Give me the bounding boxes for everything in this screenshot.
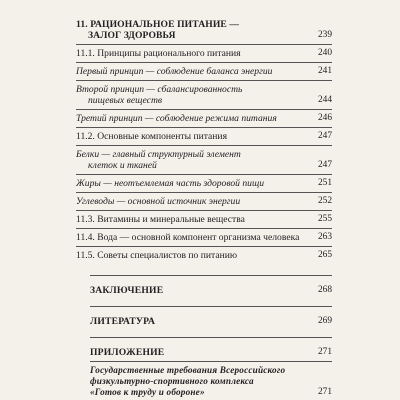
subsection-title-line1: Второй принцип — сбалансированность [76, 84, 243, 95]
section-title: 11.4. Вода — основной компонент организма человека [76, 232, 300, 243]
section-page-number: 240 [317, 48, 332, 58]
toc-section-11-1[interactable] [76, 48, 332, 59]
toc-chapter-11[interactable] [76, 19, 332, 41]
subsection-page-number: 241 [317, 66, 332, 76]
toc-subsection-principle-1[interactable] [76, 66, 332, 77]
subsection-page-number: 251 [317, 178, 332, 188]
section-page-number: 247 [317, 131, 332, 141]
literature-title: ЛИТЕРАТУРА [90, 316, 156, 327]
divider [76, 145, 332, 146]
divider [76, 192, 332, 193]
section-page-number: 265 [317, 250, 332, 260]
divider [76, 174, 332, 175]
table-of-contents [76, 19, 332, 400]
divider [76, 246, 332, 247]
toc-appendix[interactable] [90, 347, 332, 358]
toc-section-11-5[interactable] [76, 250, 332, 261]
divider [90, 337, 332, 338]
toc-subsection-proteins[interactable] [76, 149, 332, 171]
toc-subsection-fats[interactable] [76, 178, 332, 189]
subsection-page-number: 244 [317, 95, 332, 105]
subsection-title: Третий принцип — соблюдение режима питания [76, 113, 277, 124]
divider [76, 44, 332, 45]
appendix-desc-line3: «Готов к труду и обороне» [90, 387, 205, 397]
appendix-desc-line2: физкультурно-спортивного комплекса [90, 376, 254, 386]
conclusion-page-number: 268 [317, 285, 332, 295]
divider [76, 80, 332, 81]
toc-subsection-principle-3[interactable] [76, 113, 332, 124]
divider [76, 109, 332, 110]
subsection-title: Углеводы — основной источник энергии [76, 196, 241, 207]
subsection-page-number: 246 [317, 113, 332, 123]
chapter-title-line2: ЗАЛОГ ЗДОРОВЬЯ [88, 30, 176, 41]
subsection-page-number: 247 [317, 160, 332, 170]
subsection-title-line2: клеток и тканей [88, 160, 157, 171]
chapter-title-line1: 11. РАЦИОНАЛЬНОЕ ПИТАНИЕ — [76, 19, 240, 30]
conclusion-title: ЗАКЛЮЧЕНИЕ [90, 285, 164, 296]
toc-literature[interactable] [90, 316, 332, 327]
appendix-title: ПРИЛОЖЕНИЕ [90, 347, 165, 358]
toc-conclusion[interactable] [90, 285, 332, 296]
subsection-page-number: 252 [317, 196, 332, 206]
subsection-title-line1: Белки — главный структурный элемент [76, 149, 241, 160]
section-page-number: 255 [317, 214, 332, 224]
appendix-page-number: 271 [317, 347, 332, 357]
back-matter [90, 275, 332, 400]
divider [90, 361, 332, 362]
literature-page-number: 269 [317, 316, 332, 326]
toc-section-11-2[interactable] [76, 131, 332, 142]
divider [90, 275, 332, 276]
subsection-title-line2: пищевых веществ [88, 95, 163, 106]
toc-section-11-4[interactable] [76, 232, 332, 243]
divider [90, 306, 332, 307]
section-title: 11.2. Основные компоненты питания [76, 131, 227, 142]
section-title: 11.3. Витамины и минеральные вещества [76, 214, 245, 225]
subsection-title: Жиры — неотъемлемая часть здоровой пищи [76, 178, 265, 189]
section-title: 11.1. Принципы рационального питания [76, 48, 241, 59]
section-title: 11.5. Советы специалистов по питанию [76, 250, 238, 261]
divider [76, 62, 332, 63]
appendix-desc-line1: Государственные требования Всероссийского [90, 365, 286, 375]
divider [76, 228, 332, 229]
divider [76, 127, 332, 128]
toc-section-11-3[interactable] [76, 214, 332, 225]
section-page-number: 263 [317, 232, 332, 242]
divider [76, 210, 332, 211]
toc-subsection-carbs[interactable] [76, 196, 332, 207]
appendix-desc-page-number: 271 [317, 387, 332, 397]
subsection-title: Первый принцип — соблюдение баланса энергии [76, 66, 273, 77]
toc-subsection-principle-2[interactable] [76, 84, 332, 106]
chapter-page-number: 239 [317, 30, 332, 40]
toc-appendix-description[interactable] [90, 365, 332, 398]
